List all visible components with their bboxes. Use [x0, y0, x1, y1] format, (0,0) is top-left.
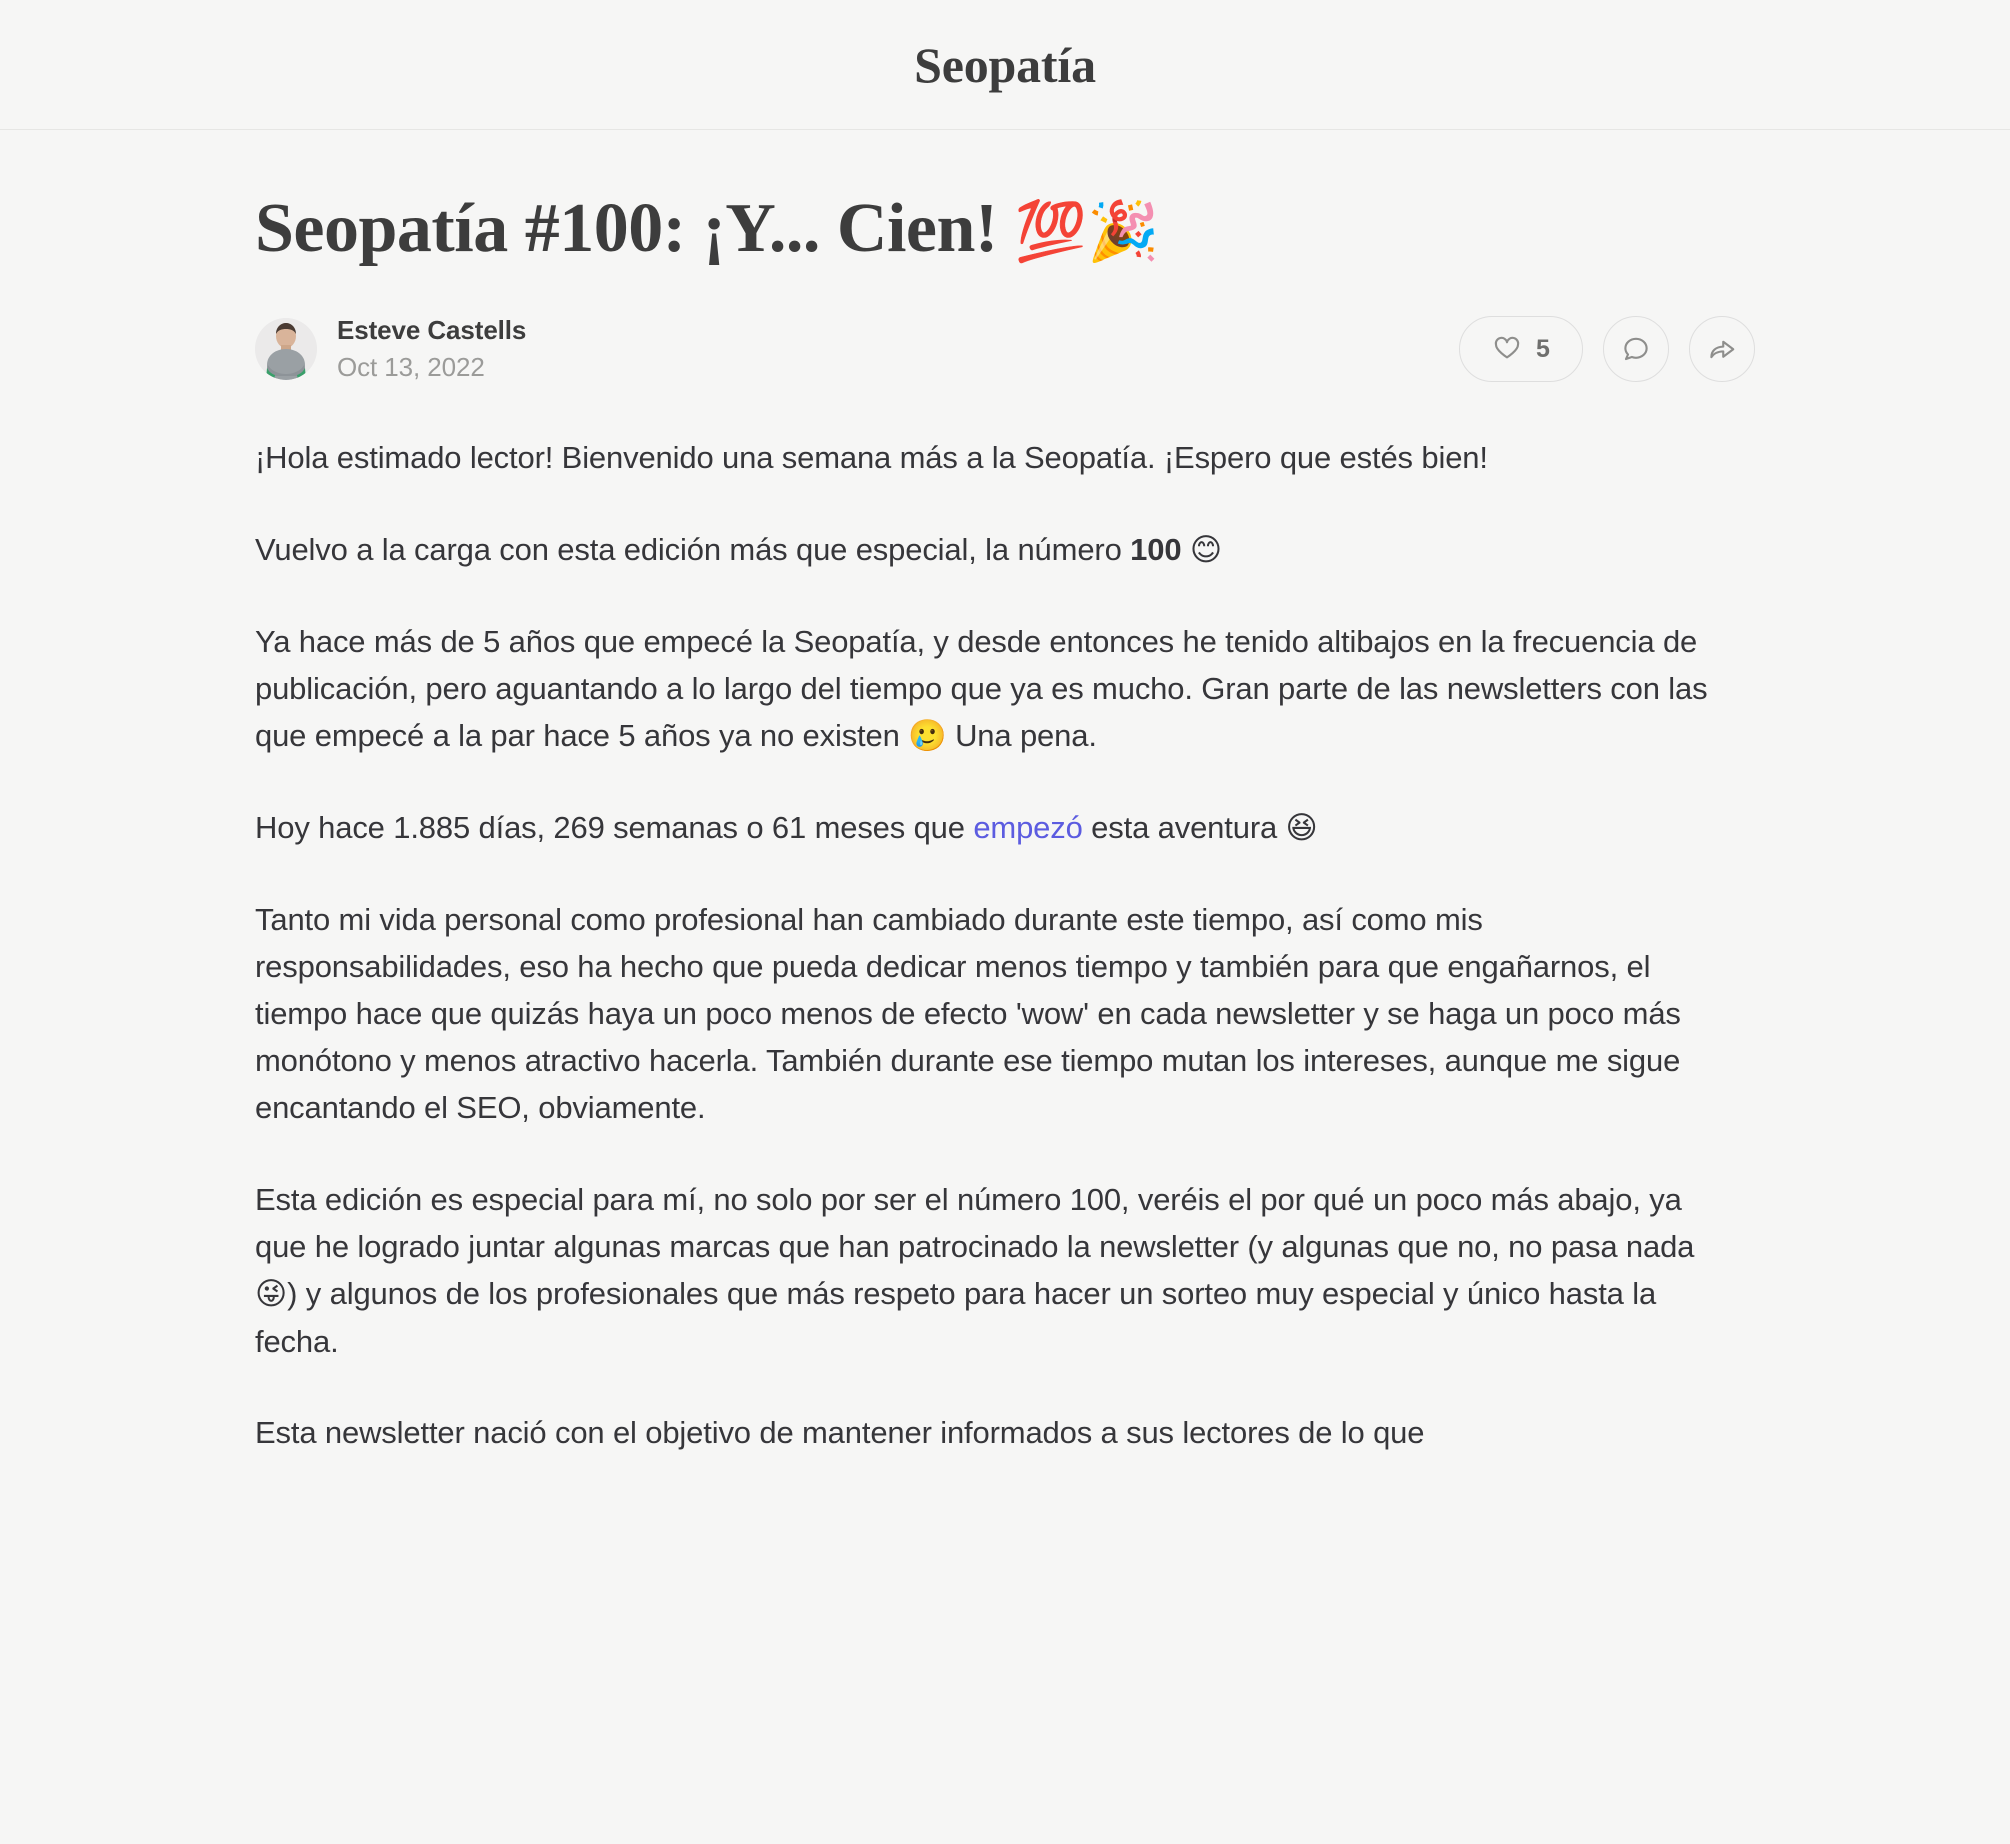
- paragraph-3-text-before: Ya hace más de 5 años que empecé la Seopatía, y desde entonces he tenido altibajos en la frecuencia de publicación, pero aguantando a lo largo del tiempo que ya es mucho. Gran parte de las newsletters con las que empecé a la par hace 5 años ya no existen: [255, 623, 1708, 753]
- paragraph-3-text-after: Una pena.: [946, 717, 1097, 753]
- empezo-link[interactable]: empezó: [973, 809, 1083, 845]
- paragraph-4-text-before: Hoy hace 1.885 días, 269 semanas o 61 meses que: [255, 809, 974, 845]
- paragraph-4: [255, 804, 1735, 852]
- comment-bubble-icon: [1621, 334, 1651, 364]
- paragraph-2-bold: 100: [1130, 531, 1182, 567]
- post-title: [255, 190, 1755, 268]
- paragraph-7: Esta newsletter nació con el objetivo de mantener informados a sus lectores de lo que: [255, 1415, 1425, 1451]
- paragraph-5: Tanto mi vida personal como profesional han cambiado durante este tiempo, así como mis responsabilidades, eso ha hecho que pueda dedicar menos tiempo y también para que engañarnos, el tiempo hace que quizás haya un poco menos de efecto 'wow' en cada newsletter y se haga un poco más monótono y menos atractivo hacerla. También durante ese tiempo mutan los intereses, aunque me sigue encantando el SEO, obviamente.: [255, 902, 1681, 1126]
- byline-author-block[interactable]: [255, 314, 526, 384]
- comment-button[interactable]: [1603, 316, 1669, 382]
- heart-icon: [1492, 334, 1522, 364]
- post-body: [255, 434, 1755, 1456]
- winking-tongue-emoji: 😜: [255, 1275, 288, 1312]
- article-container: [245, 190, 1765, 1456]
- party-emoji: 💯🎉: [1014, 197, 1160, 265]
- avatar[interactable]: [255, 318, 317, 380]
- post-date: Oct 13, 2022: [337, 351, 485, 382]
- post-actions: [1459, 316, 1755, 382]
- like-count: 5: [1536, 334, 1550, 363]
- paragraph-2-text: Vuelvo a la carga con esta edición más que especial, la número: [255, 531, 1131, 567]
- byline-row: [255, 310, 1755, 388]
- paragraph-3: [255, 618, 1735, 760]
- byline-meta: [337, 314, 526, 384]
- paragraph-1: ¡Hola estimado lector! Bienvenido una semana más a la Seopatía. ¡Espero que estés bien!: [255, 440, 1488, 476]
- paragraph-6: [255, 1176, 1735, 1365]
- author-name[interactable]: Esteve Castells: [337, 315, 527, 346]
- grinning-squinting-emoji: 😆: [1285, 809, 1318, 846]
- site-title[interactable]: Seopatía: [914, 36, 1096, 93]
- paragraph-6-text-before: Esta edición es especial para mí, no solo por ser el número 100, veréis el por qué un poco más abajo, ya que he logrado juntar algunas marcas que han patrocinado la newsletter (y algunas que no, no pasa nada: [255, 1181, 1695, 1264]
- smiling-face-emoji: 😊: [1189, 531, 1223, 568]
- site-masthead: [0, 0, 2010, 130]
- share-button[interactable]: [1689, 316, 1755, 382]
- share-arrow-icon: [1707, 334, 1737, 364]
- paragraph-6-text-after: ) y algunos de los profesionales que más respeto para hacer un sorteo muy especial y único hasta la fecha.: [255, 1275, 1657, 1359]
- like-button[interactable]: [1459, 316, 1583, 382]
- smiling-face-with-tear-emoji: 🥲: [908, 717, 947, 754]
- paragraph-2: [255, 526, 1735, 574]
- paragraph-4-text-after: esta aventura: [1082, 809, 1286, 845]
- post-title-text: Seopatía #100: ¡Y... Cien!: [255, 190, 998, 267]
